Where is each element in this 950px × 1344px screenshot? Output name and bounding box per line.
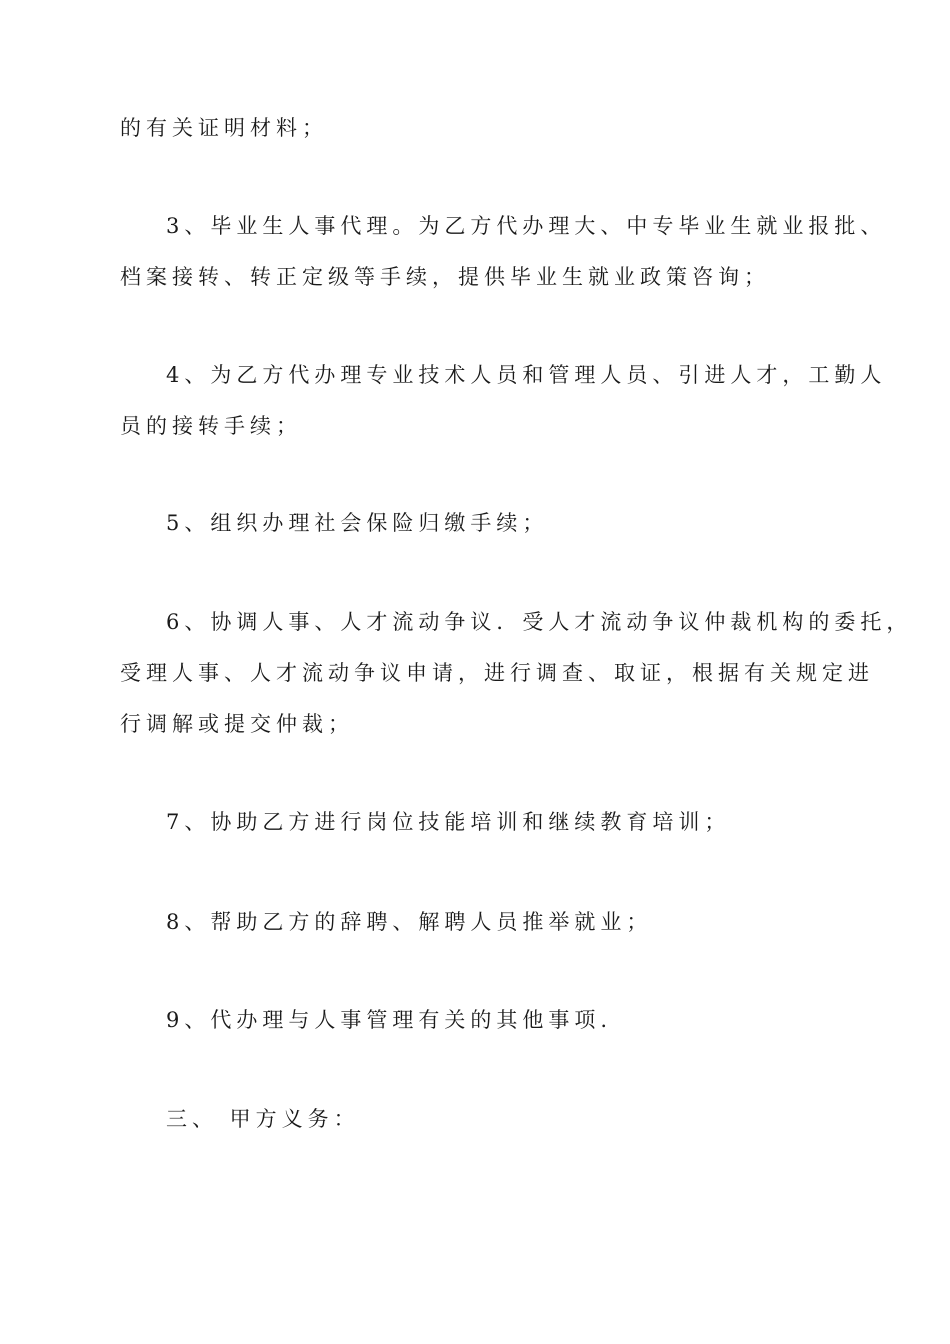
item-3-line-2: 档案接转、转正定级等手续，提供毕业生就业政策咨询； xyxy=(120,265,770,289)
item-7: 7、协助乙方进行岗位技能培训和继续教育培训； xyxy=(166,810,731,834)
item-8: 8、帮助乙方的辞聘、解聘人员推举就业； xyxy=(166,910,653,934)
paragraph-2-line-2: 的有关证明材料； xyxy=(120,116,328,140)
item-5: 5、组织办理社会保险归缴手续； xyxy=(166,511,549,535)
item-4-line-1: 4、为乙方代办理专业技术人员和管理人员、引进人才，工勤人 xyxy=(166,363,887,387)
item-9: 9、代办理与人事管理有关的其他事项. xyxy=(166,1008,613,1032)
section-3-heading: 三、 甲方义务： xyxy=(166,1107,360,1131)
item-6-line-3: 行调解或提交仲裁； xyxy=(120,712,354,736)
item-3-line-1: 3、毕业生人事代理。为乙方代办理大、中专毕业生就业报批、 xyxy=(166,214,887,238)
item-6-line-2: 受理人事、人才流动争议申请，进行调查、取证，根据有关规定进 xyxy=(120,661,874,685)
item-4-line-2: 员的接转手续； xyxy=(120,414,302,438)
item-6-line-1: 6、协调人事、人才流动争议．受人才流动争议仲裁机构的委托， xyxy=(166,610,913,634)
